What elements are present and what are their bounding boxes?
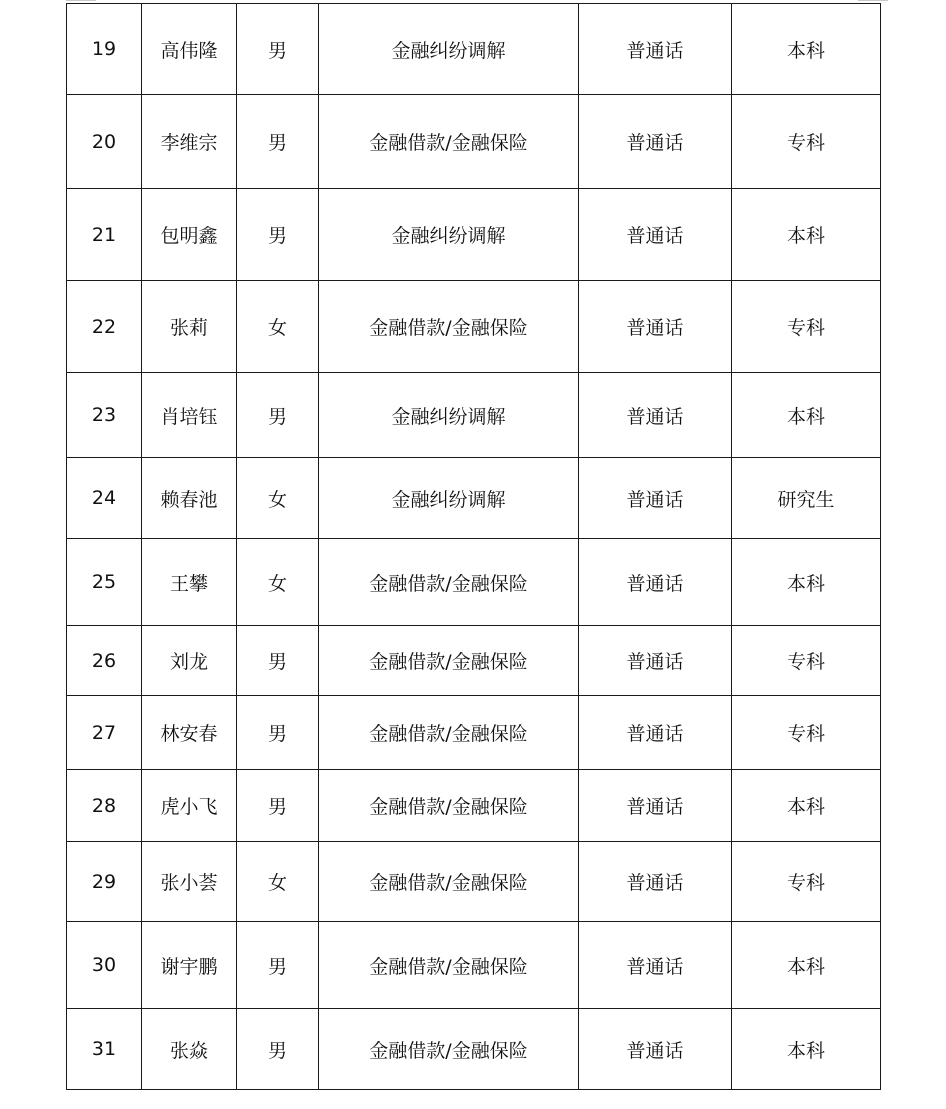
language: 普通话 xyxy=(579,373,732,458)
table-row xyxy=(67,458,881,539)
education-level: 本科 xyxy=(732,373,881,458)
gender: 女 xyxy=(237,539,319,626)
education-level: 专科 xyxy=(732,626,881,696)
table-row xyxy=(67,4,881,95)
gender: 女 xyxy=(237,458,319,539)
table-row xyxy=(67,696,881,770)
language: 普通话 xyxy=(579,842,732,922)
gender: 男 xyxy=(237,1009,319,1090)
person-name: 刘龙 xyxy=(142,626,237,696)
education-level: 本科 xyxy=(732,1009,881,1090)
table-row xyxy=(67,373,881,458)
table-row xyxy=(67,539,881,626)
specialty-field: 金融纠纷调解 xyxy=(319,458,579,539)
table-row xyxy=(67,770,881,842)
specialty-field: 金融借款/金融保险 xyxy=(319,626,579,696)
education-level: 本科 xyxy=(732,4,881,95)
person-name: 虎小飞 xyxy=(142,770,237,842)
person-name: 包明鑫 xyxy=(142,189,237,281)
row-number: 22 xyxy=(67,281,142,373)
specialty-field: 金融借款/金融保险 xyxy=(319,770,579,842)
person-name: 谢宇鹏 xyxy=(142,922,237,1009)
mediator-roster-table xyxy=(66,3,881,1090)
person-name: 王攀 xyxy=(142,539,237,626)
education-level: 专科 xyxy=(732,281,881,373)
gender: 女 xyxy=(237,281,319,373)
language: 普通话 xyxy=(579,770,732,842)
language: 普通话 xyxy=(579,95,732,189)
person-name: 高伟隆 xyxy=(142,4,237,95)
specialty-field: 金融借款/金融保险 xyxy=(319,95,579,189)
gender: 男 xyxy=(237,189,319,281)
row-number: 21 xyxy=(67,189,142,281)
gender: 男 xyxy=(237,770,319,842)
row-number: 26 xyxy=(67,626,142,696)
roster-table-body xyxy=(67,4,881,1090)
specialty-field: 金融借款/金融保险 xyxy=(319,842,579,922)
specialty-field: 金融借款/金融保险 xyxy=(319,922,579,1009)
gender: 男 xyxy=(237,696,319,770)
education-level: 专科 xyxy=(732,95,881,189)
row-number: 31 xyxy=(67,1009,142,1090)
language: 普通话 xyxy=(579,696,732,770)
language: 普通话 xyxy=(579,281,732,373)
education-level: 专科 xyxy=(732,842,881,922)
specialty-field: 金融纠纷调解 xyxy=(319,4,579,95)
gender: 男 xyxy=(237,922,319,1009)
language: 普通话 xyxy=(579,539,732,626)
row-number: 30 xyxy=(67,922,142,1009)
row-number: 20 xyxy=(67,95,142,189)
table-row xyxy=(67,189,881,281)
specialty-field: 金融借款/金融保险 xyxy=(319,696,579,770)
row-number: 27 xyxy=(67,696,142,770)
table-row xyxy=(67,842,881,922)
education-level: 本科 xyxy=(732,539,881,626)
education-level: 专科 xyxy=(732,696,881,770)
row-number: 29 xyxy=(67,842,142,922)
education-level: 本科 xyxy=(732,922,881,1009)
row-number: 23 xyxy=(67,373,142,458)
gender: 女 xyxy=(237,842,319,922)
person-name: 肖培钰 xyxy=(142,373,237,458)
education-level: 研究生 xyxy=(732,458,881,539)
education-level: 本科 xyxy=(732,770,881,842)
language: 普通话 xyxy=(579,922,732,1009)
table-row xyxy=(67,281,881,373)
language: 普通话 xyxy=(579,1009,732,1090)
person-name: 张小荟 xyxy=(142,842,237,922)
table-row xyxy=(67,922,881,1009)
table-row xyxy=(67,1009,881,1090)
row-number: 19 xyxy=(67,4,142,95)
gender: 男 xyxy=(237,95,319,189)
specialty-field: 金融借款/金融保险 xyxy=(319,281,579,373)
education-level: 本科 xyxy=(732,189,881,281)
row-number: 25 xyxy=(67,539,142,626)
language: 普通话 xyxy=(579,189,732,281)
gender: 男 xyxy=(237,373,319,458)
table-row xyxy=(67,95,881,189)
gender: 男 xyxy=(237,626,319,696)
person-name: 张莉 xyxy=(142,281,237,373)
language: 普通话 xyxy=(579,626,732,696)
specialty-field: 金融借款/金融保险 xyxy=(319,1009,579,1090)
person-name: 张焱 xyxy=(142,1009,237,1090)
person-name: 林安春 xyxy=(142,696,237,770)
specialty-field: 金融纠纷调解 xyxy=(319,373,579,458)
row-number: 24 xyxy=(67,458,142,539)
row-number: 28 xyxy=(67,770,142,842)
specialty-field: 金融借款/金融保险 xyxy=(319,539,579,626)
person-name: 赖春池 xyxy=(142,458,237,539)
person-name: 李维宗 xyxy=(142,95,237,189)
language: 普通话 xyxy=(579,4,732,95)
table-row xyxy=(67,626,881,696)
language: 普通话 xyxy=(579,458,732,539)
specialty-field: 金融纠纷调解 xyxy=(319,189,579,281)
gender: 男 xyxy=(237,4,319,95)
